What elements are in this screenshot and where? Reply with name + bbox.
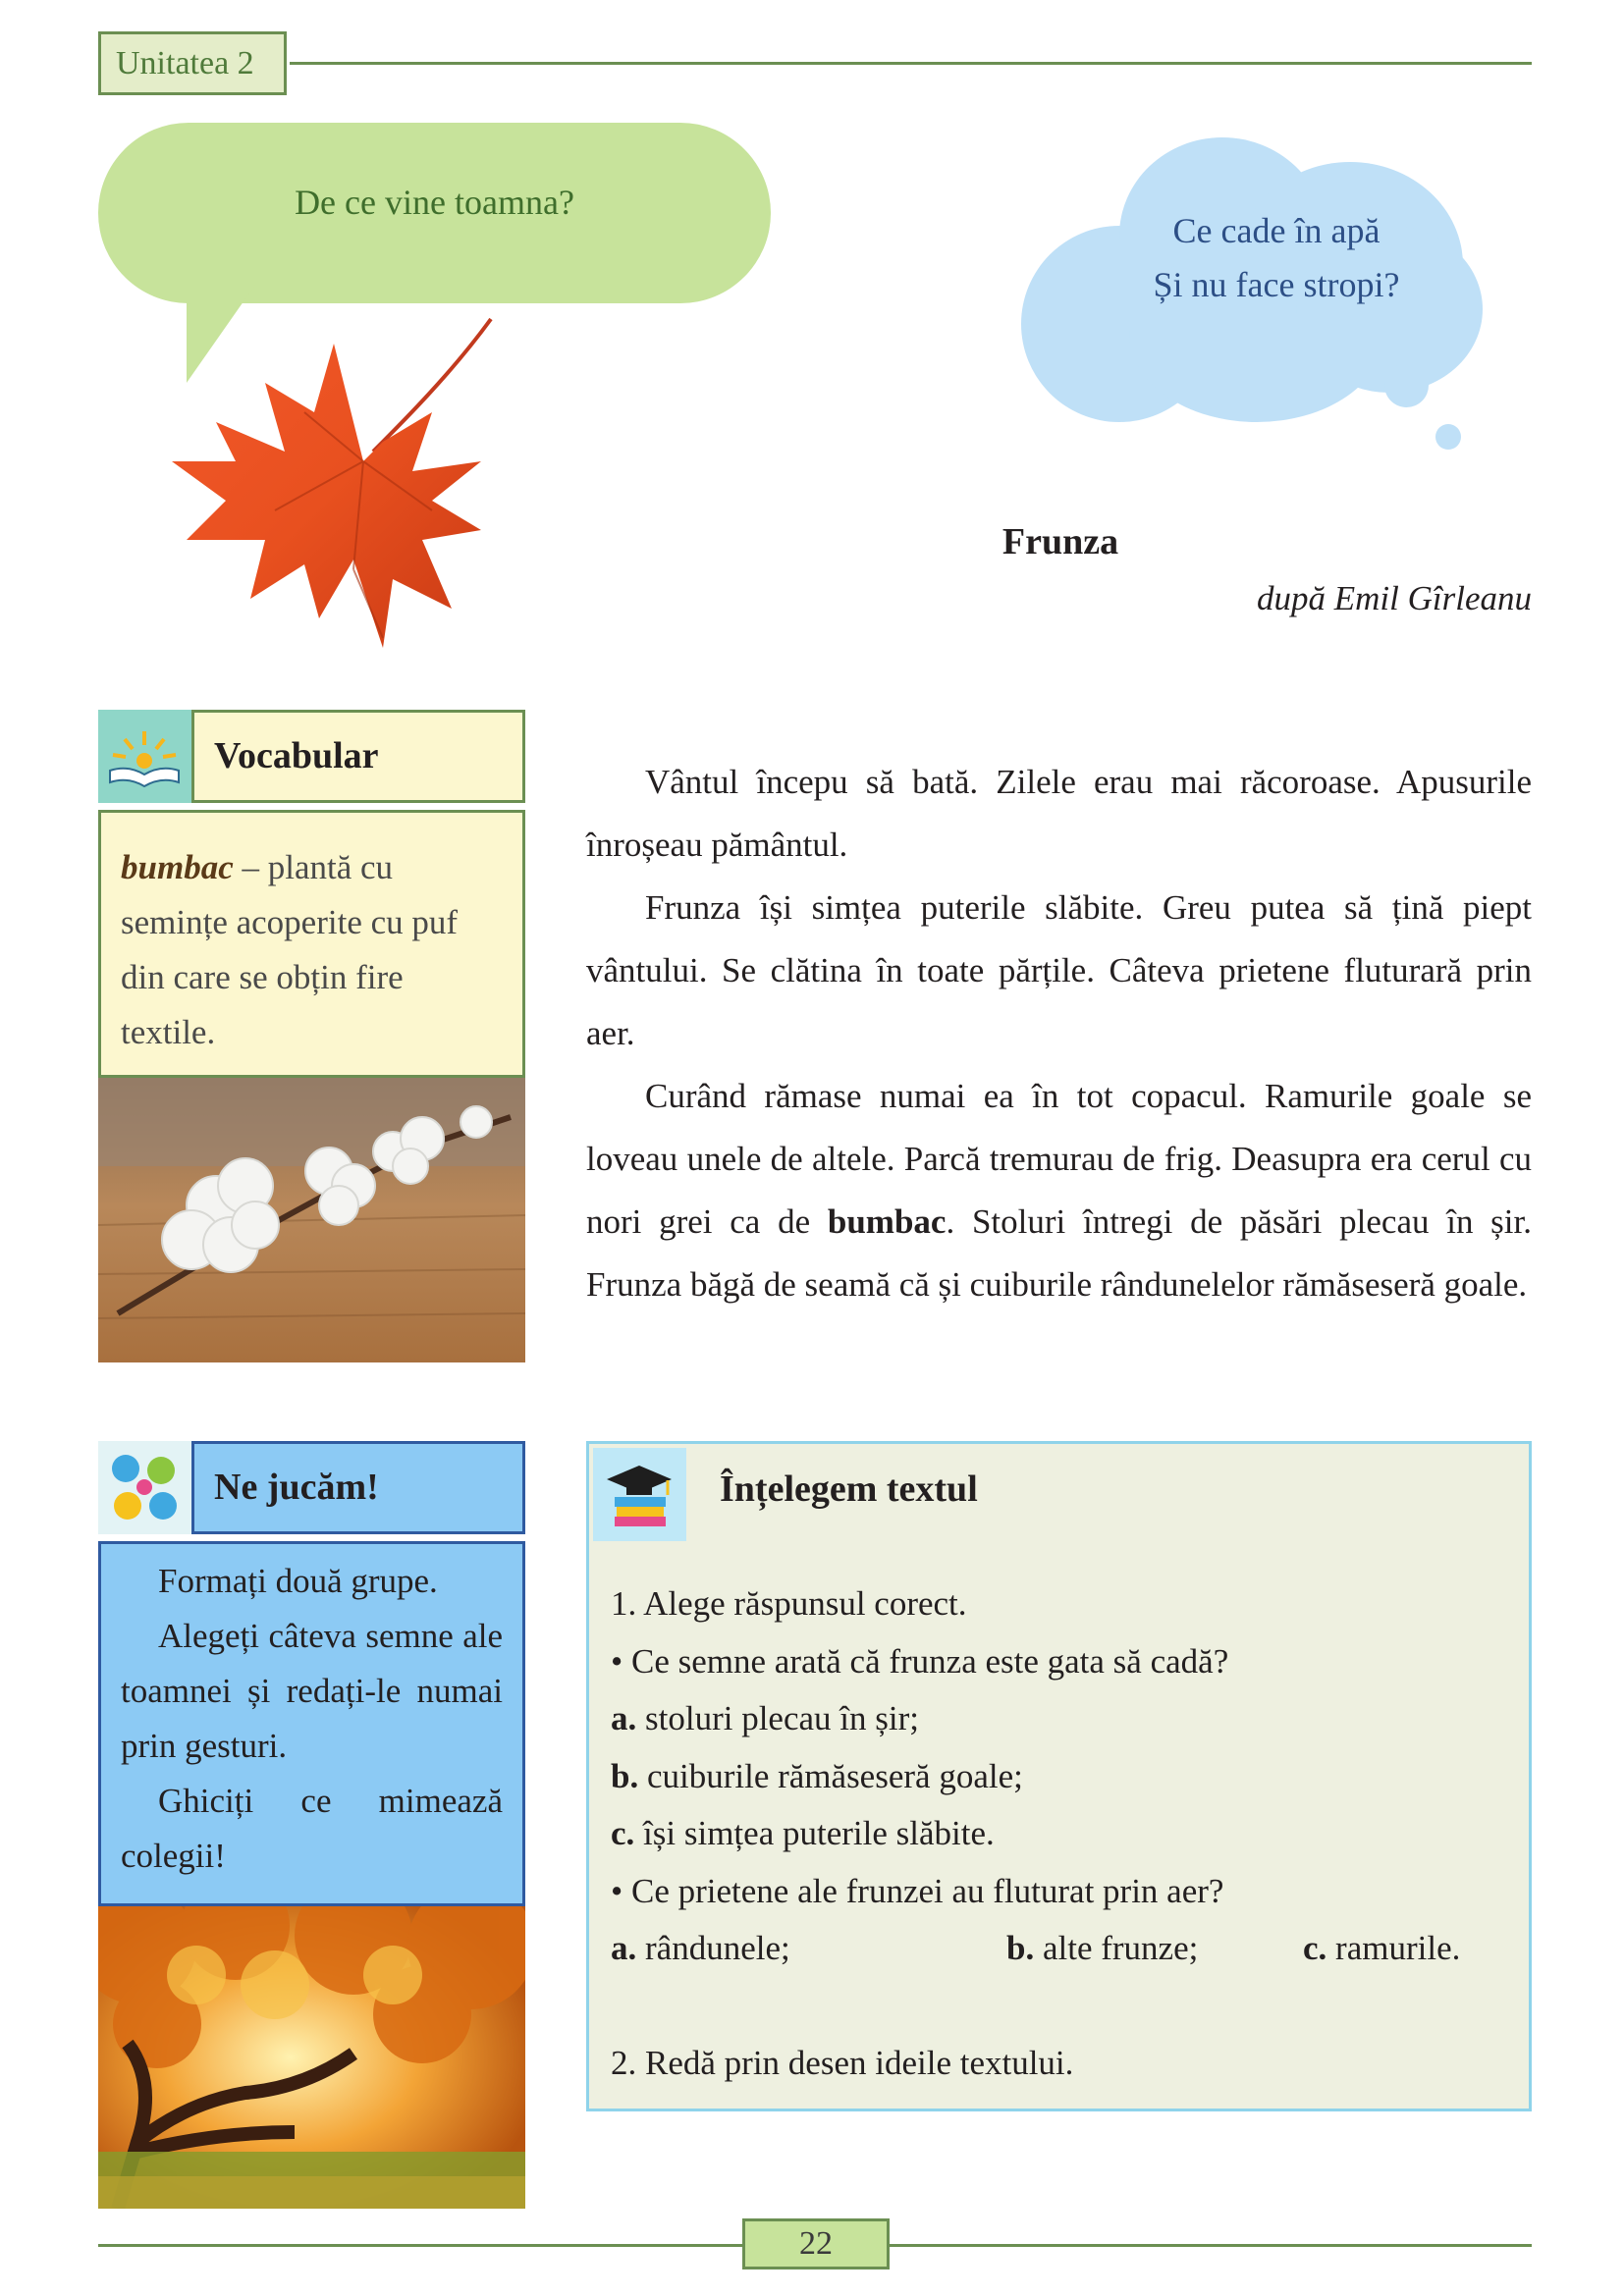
- graduation-cap-icon: [593, 1448, 686, 1541]
- question-1-option-b: b. cuiburile rămăseseră goale;: [611, 1756, 1023, 1795]
- unit-label: Unitatea 2: [98, 31, 287, 95]
- story-paragraph-3-part-1: Curând rămase numai ea în tot copacul. Ramurile goale se loveau unele de altele. Parcă tremurau de frig. Deasupra era cerul cu nori grei ca de: [586, 1077, 1532, 1241]
- vocabulary-term: bumbac: [121, 848, 234, 886]
- riddle-text: [1031, 204, 1522, 312]
- question-2-option-c: c. ramurile.: [1303, 1929, 1461, 1967]
- story-paragraph-2: Frunza își simțea puterile slăbite. Greu putea să țină piept vântului. Se clătina în toate părțile. Câteva prietene fluturară prin aer.: [586, 888, 1532, 1052]
- game-instructions: [98, 1541, 525, 1906]
- open-book-icon: [98, 710, 191, 803]
- story-title: Frunza: [1001, 521, 1119, 562]
- page-number: 22: [742, 2218, 890, 2269]
- comprehension-questions: [611, 1575, 1514, 2093]
- story-paragraph-3: [586, 1065, 1532, 1316]
- story-paragraph-1: Vântul începu să bată. Zilele erau mai răcoroase. Apusurile înroșeau pământul.: [586, 763, 1532, 864]
- task-1: 1. Alege răspunsul corect.: [611, 1584, 967, 1623]
- vocabulary-text: – plantă cu semințe acoperite cu puf din care se obțin fire textile.: [121, 848, 459, 1051]
- cotton-photo: [98, 1078, 525, 1362]
- autumn-tree-photo: [98, 1906, 525, 2209]
- comprehension-heading: Înțelegem textul: [720, 1468, 978, 1510]
- speech-bubble-text: De ce vine toamna?: [295, 183, 574, 222]
- game-heading: Ne jucăm!: [191, 1441, 525, 1534]
- question-2-option-a: a. rândunele;: [611, 1929, 790, 1967]
- story-keyword: bumbac: [827, 1202, 947, 1241]
- game-instruction-1: Formați două grupe.: [158, 1562, 438, 1600]
- riddle-line-1: Ce cade în apă: [1172, 211, 1380, 250]
- question-2-options: [611, 1920, 1514, 1978]
- question-1: • Ce semne arată că frunza este gata să cadă?: [611, 1641, 1229, 1681]
- question-2: • Ce prietene ale frunzei au fluturat prin aer?: [611, 1871, 1224, 1910]
- story-paragraph-3-part-2: . Stoluri întregi de păsări plecau în șir. Frunza băgă de seamă că și cuiburile rândunelelor rămăseseră goale.: [586, 1202, 1532, 1304]
- task-2: 2. Redă prin desen ideile textului.: [611, 2044, 1074, 2082]
- story-body: [586, 751, 1532, 1316]
- story-author: după Emil Gîrleanu: [1257, 579, 1532, 617]
- riddle-line-2: Și nu face stropi?: [1153, 265, 1400, 304]
- vocabulary-heading: Vocabular: [191, 710, 525, 803]
- header-divider: [290, 62, 1532, 65]
- question-2-option-b: b. alte frunze;: [1006, 1929, 1199, 1967]
- question-1-option-a: a. stoluri plecau în șir;: [611, 1699, 919, 1737]
- game-instruction-3: Ghiciți ce mimează colegii!: [121, 1782, 503, 1875]
- maple-leaf-image: [157, 314, 520, 697]
- question-1-option-c: c. își simțea puterile slăbite.: [611, 1814, 995, 1852]
- colored-hands-icon: [98, 1441, 191, 1534]
- vocabulary-definition: [98, 810, 525, 1078]
- game-instruction-2: Alegeți câteva semne ale toamnei și redați-le numai prin gesturi.: [121, 1617, 503, 1765]
